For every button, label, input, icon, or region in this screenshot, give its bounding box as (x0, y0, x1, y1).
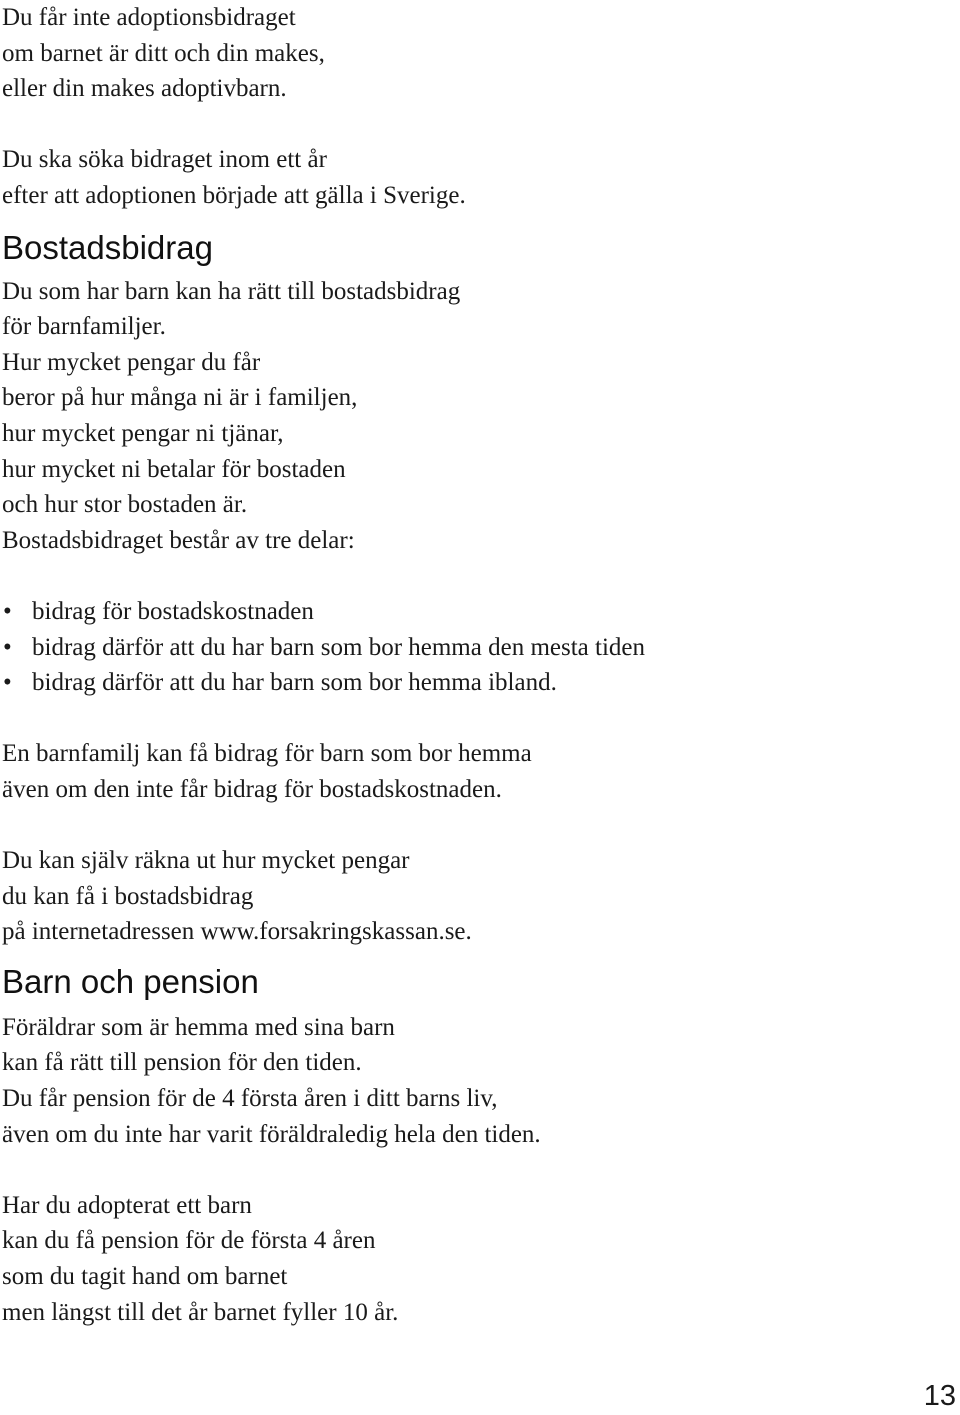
text-line: hur mycket pengar ni tjänar, (2, 419, 284, 447)
text-line: kan få rätt till pension för den tiden. (2, 1049, 362, 1077)
paragraph-gap (2, 807, 942, 843)
bullet-icon: • (3, 597, 12, 625)
intro-paragraph-1 (2, 0, 942, 107)
text-line: Du som har barn kan ha rätt till bostadsbidrag (2, 277, 461, 305)
text-line: Bostadsbidraget består av tre delar: (2, 526, 355, 554)
paragraph-gap (2, 1152, 942, 1188)
text-line: Du får inte adoptionsbidraget (2, 4, 296, 31)
text-line: Hur mycket pengar du får (2, 348, 261, 376)
text-line: men längst till det år barnet fyller 10 år. (2, 1298, 399, 1326)
pension-paragraph-2 (2, 1188, 942, 1330)
bostadsbidrag-paragraph-2 (2, 736, 942, 807)
text-line: för barnfamiljer. (2, 313, 166, 341)
text-line: på internetadressen www.forsakringskassan.se. (2, 918, 472, 946)
text-line: eller din makes adoptivbarn. (2, 75, 287, 103)
text-line: som du tagit hand om barnet (2, 1263, 288, 1290)
section-heading-bostadsbidrag: Bostadsbidrag (2, 228, 213, 266)
list-item (2, 594, 942, 630)
paragraph-gap (2, 558, 942, 594)
list-item (2, 630, 942, 666)
page-number: 13 (923, 1380, 956, 1412)
document-page (2, 0, 942, 1330)
list-item (2, 665, 942, 701)
text-line: du kan få i bostadsbidrag (2, 882, 254, 910)
text-line: Föräldrar som är hemma med sina barn (2, 1013, 395, 1041)
text-line: Du får pension för de 4 första åren i ditt barns liv, (2, 1085, 498, 1113)
bullet-icon: • (3, 669, 12, 697)
text-line: hur mycket ni betalar för bostaden (2, 455, 346, 483)
text-line: Du kan själv räkna ut hur mycket pengar (2, 847, 410, 875)
text-line: Du ska söka bidraget inom ett år (2, 146, 327, 174)
text-line: och hur stor bostaden är. (2, 491, 248, 519)
section-heading-barn-och-pension: Barn och pension (2, 962, 259, 1000)
list-item-text: bidrag därför att du har barn som bor hemma den mesta tiden (32, 633, 646, 661)
text-line: om barnet är ditt och din makes, (2, 39, 325, 67)
pension-paragraph-1 (2, 1010, 942, 1152)
bullet-list (2, 594, 942, 701)
intro-paragraph-2 (2, 142, 942, 213)
bostadsbidrag-paragraph-3 (2, 843, 942, 950)
text-line: beror på hur många ni är i familjen, (2, 384, 358, 412)
paragraph-gap (2, 107, 942, 143)
paragraph-gap (2, 701, 942, 737)
text-line: även om du inte har varit föräldraledig hela den tiden. (2, 1120, 541, 1148)
list-item-text: bidrag därför att du har barn som bor hemma ibland. (32, 669, 557, 697)
list-item-text: bidrag för bostadskostnaden (32, 597, 314, 625)
text-line: kan du få pension för de första 4 åren (2, 1227, 376, 1255)
bostadsbidrag-paragraph-1 (2, 274, 942, 559)
text-line: även om den inte får bidrag för bostadskostnaden. (2, 775, 502, 803)
bullet-icon: • (3, 633, 12, 661)
text-line: Har du adopterat ett barn (2, 1191, 252, 1219)
text-line: efter att adoptionen började att gälla i Sverige. (2, 181, 466, 209)
text-line: En barnfamilj kan få bidrag för barn som bor hemma (2, 740, 532, 768)
